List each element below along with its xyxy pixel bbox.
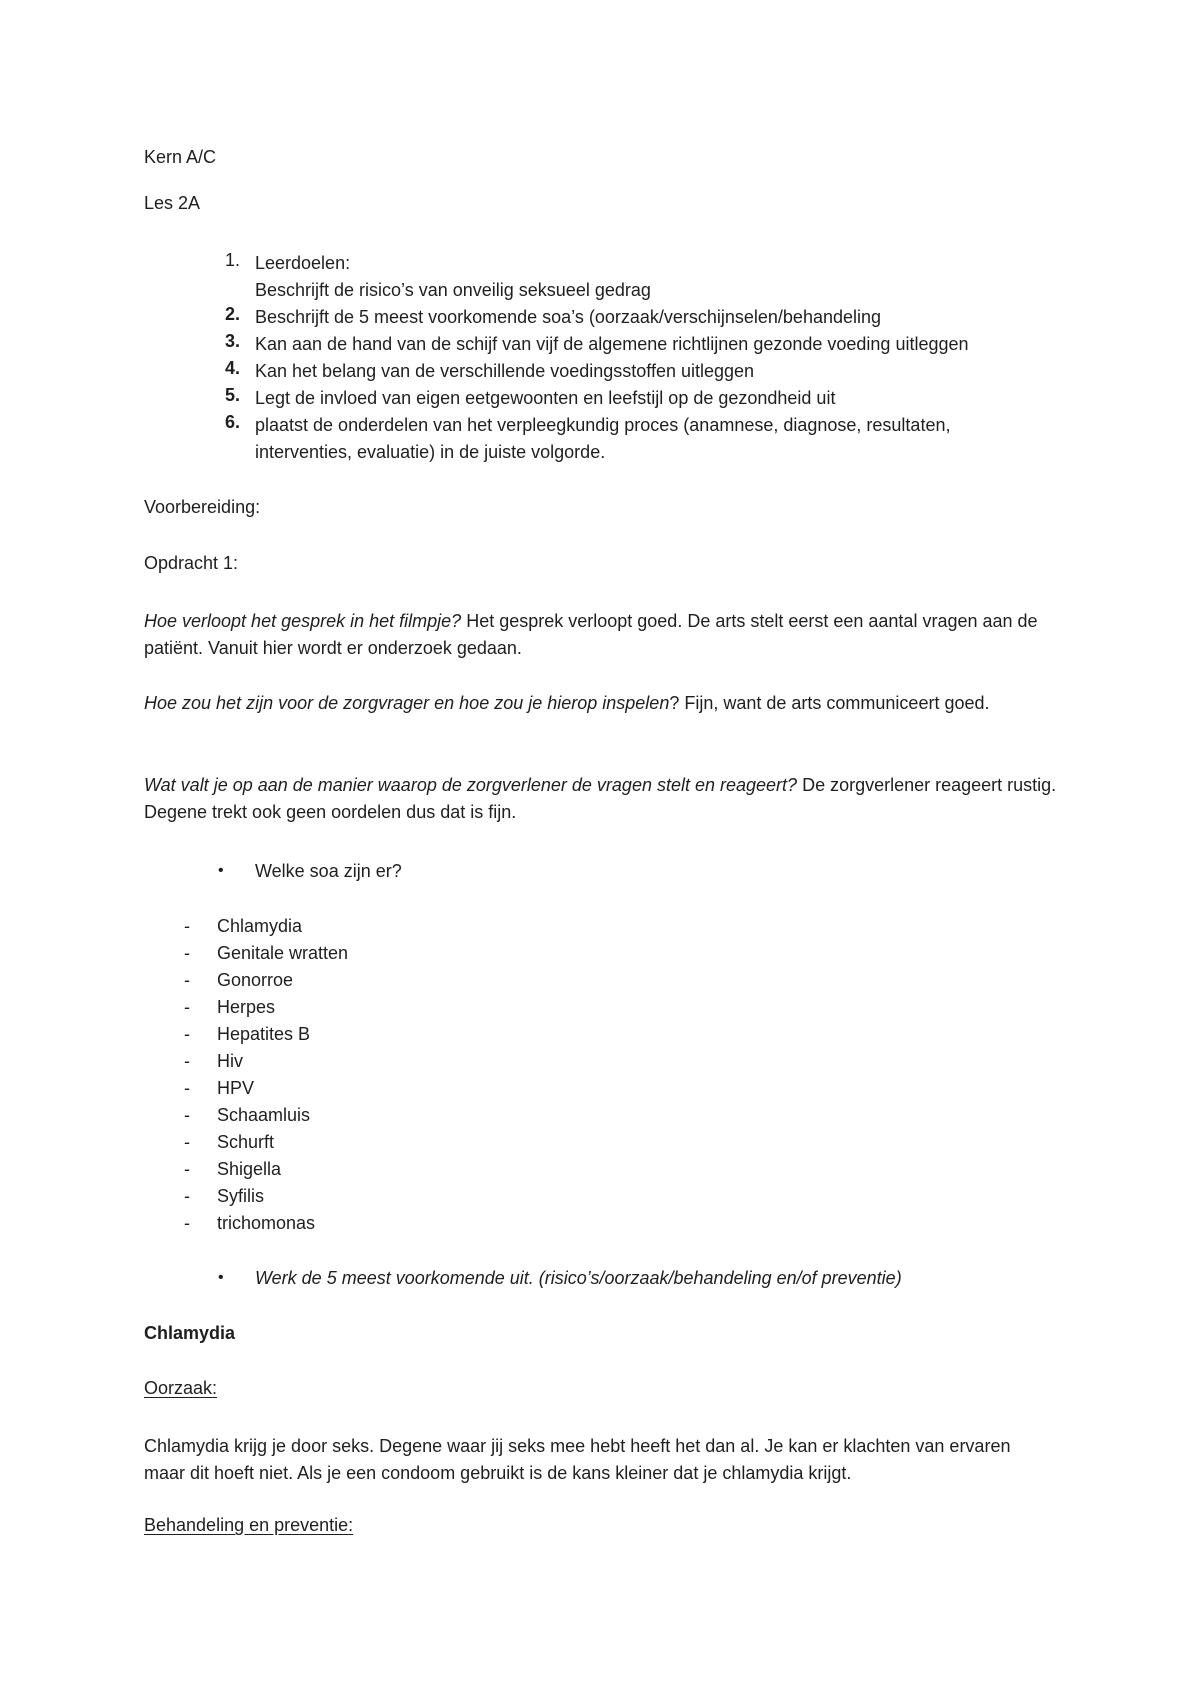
question-text: Hoe zou het zijn voor de zorgvrager en hoe zou je hierop inspelen [144,693,670,713]
goal-text: Kan aan de hand van de schijf van vijf de algemene richtlijnen gezonde voeding uitleggen [255,334,969,354]
dash-marker: - [184,1024,190,1044]
question-text: Wat valt je op aan de manier waarop de zorgverlener de vragen stelt en reageert? [144,775,798,795]
goal-text: Kan het belang van de verschillende voedingsstoffen uitleggen [255,361,755,381]
bullet-text: Werk de 5 meest voorkomende uit. (risico’s/oorzaak/behandeling en/of preventie) [255,1268,902,1288]
list-item-label: Genitale wratten [217,943,349,963]
list-item-label: HPV [217,1078,255,1098]
treatment-heading: Behandeling en preventie: [144,1515,354,1535]
dash-marker: - [184,997,190,1017]
preparation-heading: Voorbereiding: [144,497,261,517]
bullet-icon: • [218,1269,224,1286]
bullet-icon: • [218,862,224,879]
dash-marker: - [184,1213,190,1233]
list-item-label: Schaamluis [217,1105,311,1125]
list-item-label: Syfilis [217,1186,265,1206]
goal-text: Legt de invloed van eigen eetgewoonten en leefstijl op de gezondheid uit [255,388,836,408]
dash-marker: - [184,943,190,963]
goal-text: plaatst de onderdelen van het verpleegkundig proces (anamnese, diagnose, resultaten, [255,415,951,435]
section-title: Chlamydia [144,1323,236,1343]
dash-marker: - [184,916,190,936]
dash-marker: - [184,1186,190,1206]
assignment-heading: Opdracht 1: [144,553,239,573]
goal-number: 1. [224,250,240,270]
question-text: Hoe verloopt het gesprek in het filmpje? [144,611,462,631]
goal-text: interventies, evaluatie) in de juiste volgorde. [255,442,606,462]
answer-text: De zorgverlener reageert rustig. Degene trekt ook geen oordelen dus dat is fijn. [144,775,1057,822]
goal-number: 6. [224,412,240,432]
bullet-text: Welke soa zijn er? [255,861,402,881]
dash-marker: - [184,970,190,990]
goal-number: 3. [224,331,240,351]
dash-marker: - [184,1105,190,1125]
list-item-label: trichomonas [217,1213,316,1233]
list-item-label: Gonorroe [217,970,294,990]
qa-paragraph [144,608,1044,662]
list-item-label: Chlamydia [217,916,303,936]
dash-marker: - [184,1078,190,1098]
answer-text: ? Fijn, want de arts communiceert goed. [669,693,990,713]
qa-paragraph [144,690,1064,717]
list-item-label: Hiv [217,1051,243,1071]
cause-heading: Oorzaak: [144,1378,218,1398]
course-title: Kern A/C [144,147,217,167]
goal-text: Beschrijft de 5 meest voorkomende soa’s (oorzaak/verschijnselen/behandeling [255,307,882,327]
answer-text: Het gesprek verloopt goed. De arts stelt eerst een aantal vragen aan de patiënt. Vanuit hier wordt er onderzoek gedaan. [144,611,1038,658]
goal-number: 2. [224,304,240,324]
goal-number: 4. [224,358,240,378]
dash-marker: - [184,1159,190,1179]
goal-number: 5. [224,385,240,405]
dash-marker: - [184,1051,190,1071]
qa-paragraph [144,772,1074,826]
list-item-label: Schurft [217,1132,275,1152]
list-item-label: Shigella [217,1159,282,1179]
cause-paragraph: Chlamydia krijg je door seks. Degene waar jij seks mee hebt heeft het dan al. Je kan er klachten van ervaren maar dit hoeft niet. Als je een condoom gebruikt is de kans kleiner dat je chlamydia krijgt. [144,1436,1011,1483]
goal-text: Beschrijft de risico’s van onveilig seksueel gedrag [255,280,651,300]
list-item-label: Hepatites B [217,1024,311,1044]
goal-text: Leerdoelen: [255,253,351,273]
dash-marker: - [184,1132,190,1152]
list-item-label: Herpes [217,997,276,1017]
lesson-title: Les 2A [144,193,201,213]
